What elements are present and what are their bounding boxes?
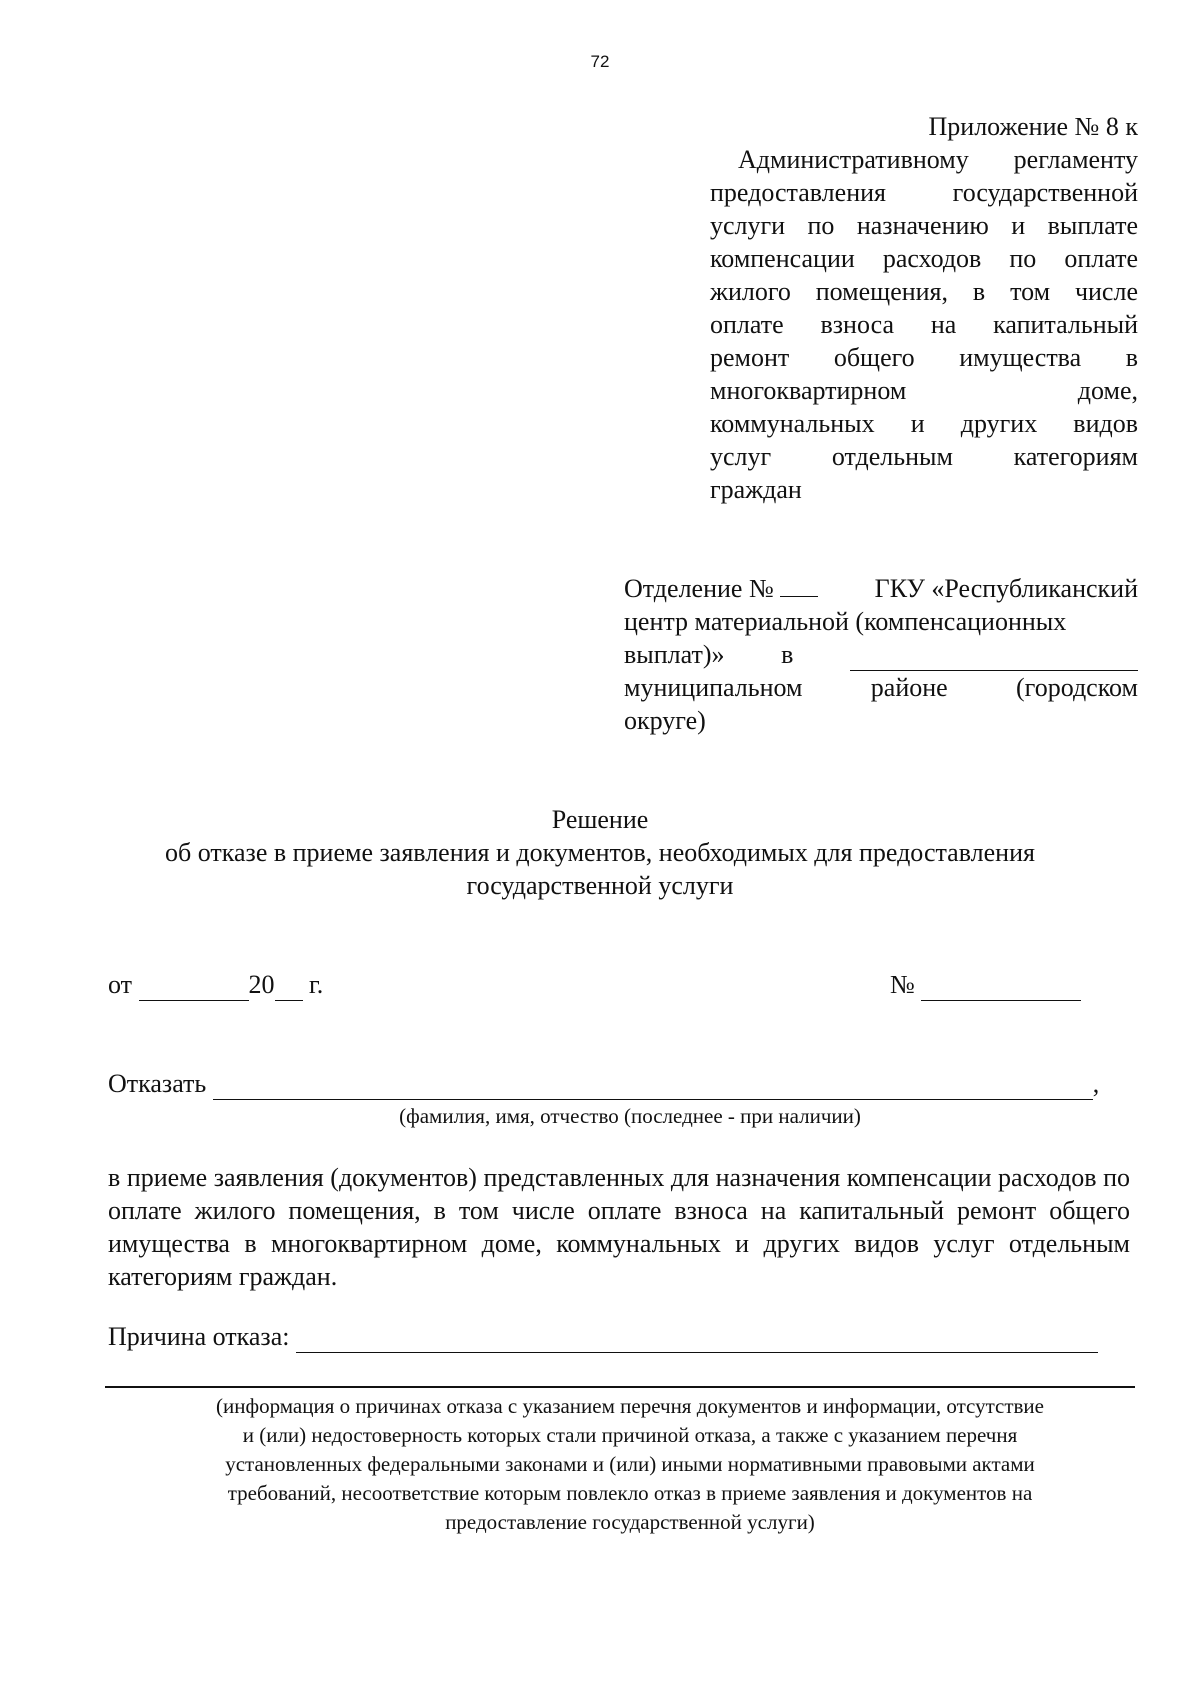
municipality-blank[interactable]	[850, 638, 1138, 671]
reason-caption-line: установленных федеральными законами и (или) иными нормативными правовыми актами	[225, 1452, 1035, 1476]
department-number-label: Отделение №	[624, 574, 774, 603]
number-blank[interactable]	[921, 970, 1081, 1001]
full-name-caption: (фамилия, имя, отчество (последнее - при наличии)	[399, 1104, 861, 1128]
department-line-3	[624, 638, 1138, 671]
department-number-blank[interactable]	[780, 596, 818, 597]
decision-heading	[100, 803, 1100, 902]
decision-title: Решение	[551, 805, 649, 834]
appendix-line: ремонт общего имущества в	[710, 343, 1138, 372]
reason-caption-line: предоставление государственной услуги)	[445, 1510, 815, 1534]
appendix-line: компенсации расходов по оплате	[710, 244, 1138, 273]
reason-label: Причина отказа:	[108, 1322, 290, 1351]
department-institution: ГКУ «Республиканский	[874, 574, 1138, 603]
reason-underline-rule	[105, 1386, 1135, 1388]
number-label: №	[890, 970, 915, 999]
reason-field	[108, 1322, 1098, 1353]
department-line-5: округе)	[624, 706, 706, 735]
year-suffix: г.	[309, 970, 324, 999]
year-prefix: 20	[248, 970, 275, 999]
full-name-blank[interactable]	[213, 1069, 1093, 1100]
appendix-line: оплате взноса на капитальный	[710, 310, 1138, 339]
department-block	[624, 572, 1138, 737]
appendix-line: коммунальных и других видов	[710, 409, 1138, 438]
reason-blank[interactable]	[296, 1322, 1098, 1353]
refusal-comma: ,	[1092, 1069, 1100, 1098]
department-line-1	[624, 572, 1138, 605]
department-in: в	[781, 640, 794, 669]
appendix-line: граждан	[710, 475, 802, 504]
decision-subtitle: государственной услуги	[466, 871, 734, 900]
appendix-line: Административному регламенту	[738, 145, 1138, 174]
department-word: муниципальном	[624, 673, 803, 702]
body-paragraph: в приеме заявления (документов) представленных для назначения компенсации расходов по оплате жилого помещения, в том числе оплате взноса на капитальный ремонт общего имущества в многоквартирном доме, коммунальных и других видов услуг отдельным категориям граждан.	[108, 1163, 1130, 1291]
reason-caption-line: и (или) недостоверность которых стали причиной отказа, а также с указанием перечня	[242, 1423, 1018, 1447]
reason-caption-line: требований, несоответствие которым повлекло отказ в приеме заявления и документов на	[227, 1481, 1033, 1505]
appendix-title: Приложение № 8 к	[928, 112, 1138, 141]
department-line-2: центр материальной (компенсационных	[624, 607, 1067, 636]
page-number: 72	[590, 52, 610, 71]
decision-subtitle: об отказе в приеме заявления и документов, необходимых для предоставления	[165, 838, 1035, 867]
reason-caption-line: (информация о причинах отказа с указанием перечня документов и информации, отсутствие	[216, 1394, 1044, 1418]
refusal-label: Отказать	[108, 1069, 207, 1098]
department-word: районе	[870, 673, 948, 702]
department-line-4	[624, 671, 1138, 704]
date-field	[108, 970, 323, 1001]
appendix-line: жилого помещения, в том числе	[710, 277, 1138, 306]
appendix-line: предоставления государственной	[710, 178, 1138, 207]
reason-caption	[130, 1392, 1130, 1537]
department-word: (городском	[1016, 673, 1138, 702]
appendix-block	[710, 110, 1138, 506]
appendix-line: многоквартирном доме,	[710, 376, 1138, 405]
department-payments: выплат)»	[624, 640, 725, 669]
appendix-line: услуги по назначению и выплате	[710, 211, 1138, 240]
refusal-field	[108, 1069, 1099, 1100]
year-blank[interactable]	[275, 970, 303, 1001]
date-prefix: от	[108, 970, 133, 999]
number-field	[890, 970, 1081, 1001]
date-blank[interactable]	[139, 970, 249, 1001]
appendix-line: услуг отдельным категориям	[710, 442, 1138, 471]
